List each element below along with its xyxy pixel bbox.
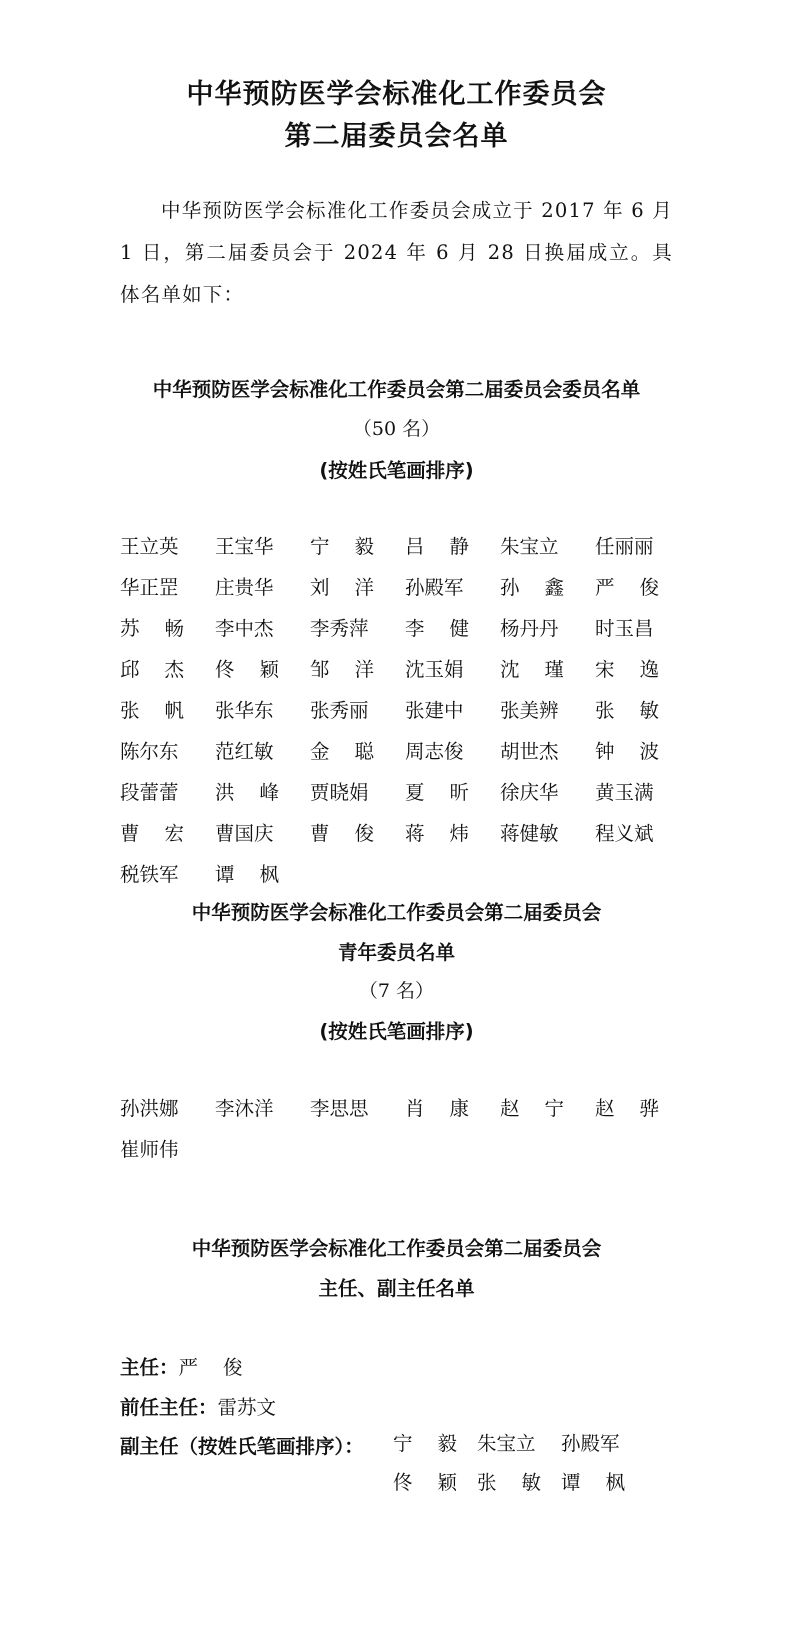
vice-director-name: 张 敏 — [477, 1470, 541, 1494]
member-name: 庄贵华 — [215, 575, 274, 599]
member-name: 杨丹丹 — [500, 616, 559, 640]
leaders-section-title-line1: 中华预防医学会标准化工作委员会第二届委员会 — [191, 1237, 602, 1260]
member-name: 贾晓娟 — [310, 780, 369, 804]
vice-director-name: 朱宝立 — [477, 1431, 536, 1455]
members-sort-note: (按姓氏笔画排序) — [319, 459, 474, 482]
member-name: 程义斌 — [595, 821, 654, 845]
vice-director-label: 副主任（按姓氏笔画排序）： — [120, 1435, 364, 1458]
member-name: 张建中 — [405, 698, 464, 722]
youth-member-name: 赵 骅 — [595, 1096, 659, 1120]
member-name: 李秀萍 — [310, 616, 369, 640]
youth-member-name: 李思思 — [310, 1096, 369, 1120]
youth-member-name: 孙洪娜 — [120, 1096, 179, 1120]
vice-director-name: 孙殿军 — [561, 1431, 620, 1455]
member-name: 黄玉满 — [595, 780, 654, 804]
intro-paragraph: 中华预防医学会标准化工作委员会成立于 2017 年 6 月 1 日，第二届委员会于 2024 年 6 月 28 日换届成立。具体名单如下： — [120, 199, 673, 306]
member-name: 范红敏 — [215, 739, 274, 763]
member-name: 佟 颖 — [215, 657, 279, 681]
member-name: 孙殿军 — [405, 575, 464, 599]
youth-sort-note: (按姓氏笔画排序) — [319, 1020, 474, 1043]
member-name: 蒋健敏 — [500, 821, 559, 845]
director-name: 严 俊 — [178, 1356, 243, 1379]
director-row — [120, 1352, 243, 1380]
page-title-line2: 第二届委员会名单 — [284, 121, 509, 152]
member-name: 蒋 炜 — [405, 821, 469, 845]
member-name: 税铁军 — [120, 862, 179, 886]
members-count: （50 名） — [352, 418, 441, 440]
member-name: 夏 昕 — [405, 780, 469, 804]
member-name: 钟 波 — [595, 739, 659, 763]
member-name: 曹 宏 — [120, 821, 184, 845]
member-name: 邹 洋 — [310, 657, 374, 681]
youth-member-name: 崔师伟 — [120, 1137, 179, 1161]
member-name: 时玉昌 — [595, 616, 654, 640]
member-name: 张秀丽 — [310, 698, 369, 722]
vice-director-name: 宁 毅 — [393, 1431, 457, 1455]
member-name: 张 敏 — [595, 698, 659, 722]
member-name: 胡世杰 — [500, 739, 559, 763]
member-name: 王宝华 — [215, 534, 274, 558]
youth-member-name: 李沐洋 — [215, 1096, 274, 1120]
vice-director-name: 佟 颖 — [393, 1470, 457, 1494]
member-name: 张 帆 — [120, 698, 184, 722]
former-director-row — [120, 1392, 276, 1420]
member-name: 李中杰 — [215, 616, 274, 640]
member-name: 宁 毅 — [310, 534, 374, 558]
member-name: 段蕾蕾 — [120, 780, 179, 804]
leaders-section-title-line2: 主任、副主任名单 — [318, 1277, 475, 1300]
member-name: 朱宝立 — [500, 534, 559, 558]
member-name: 孙 鑫 — [500, 575, 564, 599]
member-name: 徐庆华 — [500, 780, 559, 804]
member-name: 张华东 — [215, 698, 274, 722]
member-name: 沈玉娟 — [405, 657, 464, 681]
members-section-title: 中华预防医学会标准化工作委员会第二届委员会委员名单 — [152, 378, 641, 401]
member-name: 华正罡 — [120, 575, 179, 599]
vice-director-list — [393, 1422, 645, 1500]
member-name: 吕 静 — [405, 534, 469, 558]
member-name: 谭 枫 — [215, 862, 279, 886]
member-name: 王立英 — [120, 534, 179, 558]
member-name: 刘 洋 — [310, 575, 374, 599]
member-name: 周志俊 — [405, 739, 464, 763]
youth-name-list — [120, 1086, 690, 1168]
member-name: 沈 瑾 — [500, 657, 564, 681]
member-name: 李 健 — [405, 616, 469, 640]
vice-director-name: 谭 枫 — [561, 1470, 625, 1494]
member-name: 宋 逸 — [595, 657, 659, 681]
members-name-list — [120, 524, 690, 893]
youth-section-title-line1: 中华预防医学会标准化工作委员会第二届委员会 — [191, 901, 602, 924]
member-name: 严 俊 — [595, 575, 659, 599]
member-name: 陈尔东 — [120, 739, 179, 763]
youth-section-title-line2: 青年委员名单 — [337, 941, 455, 964]
former-director-name: 雷苏文 — [217, 1396, 277, 1419]
member-name: 张美辨 — [500, 698, 559, 722]
member-name: 任丽丽 — [595, 534, 654, 558]
youth-count: （7 名） — [358, 980, 435, 1002]
member-name: 金 聪 — [310, 739, 374, 763]
director-label: 主任： — [120, 1356, 179, 1379]
youth-member-name: 肖 康 — [405, 1096, 469, 1120]
member-name: 邱 杰 — [120, 657, 184, 681]
youth-member-name: 赵 宁 — [500, 1096, 564, 1120]
member-name: 曹 俊 — [310, 821, 374, 845]
member-name: 苏 畅 — [120, 616, 184, 640]
former-director-label: 前任主任： — [120, 1396, 218, 1419]
page-title-line1: 中华预防医学会标准化工作委员会 — [186, 79, 607, 110]
vice-director-row — [120, 1431, 364, 1459]
member-name: 洪 峰 — [215, 780, 279, 804]
member-name: 曹国庆 — [215, 821, 274, 845]
